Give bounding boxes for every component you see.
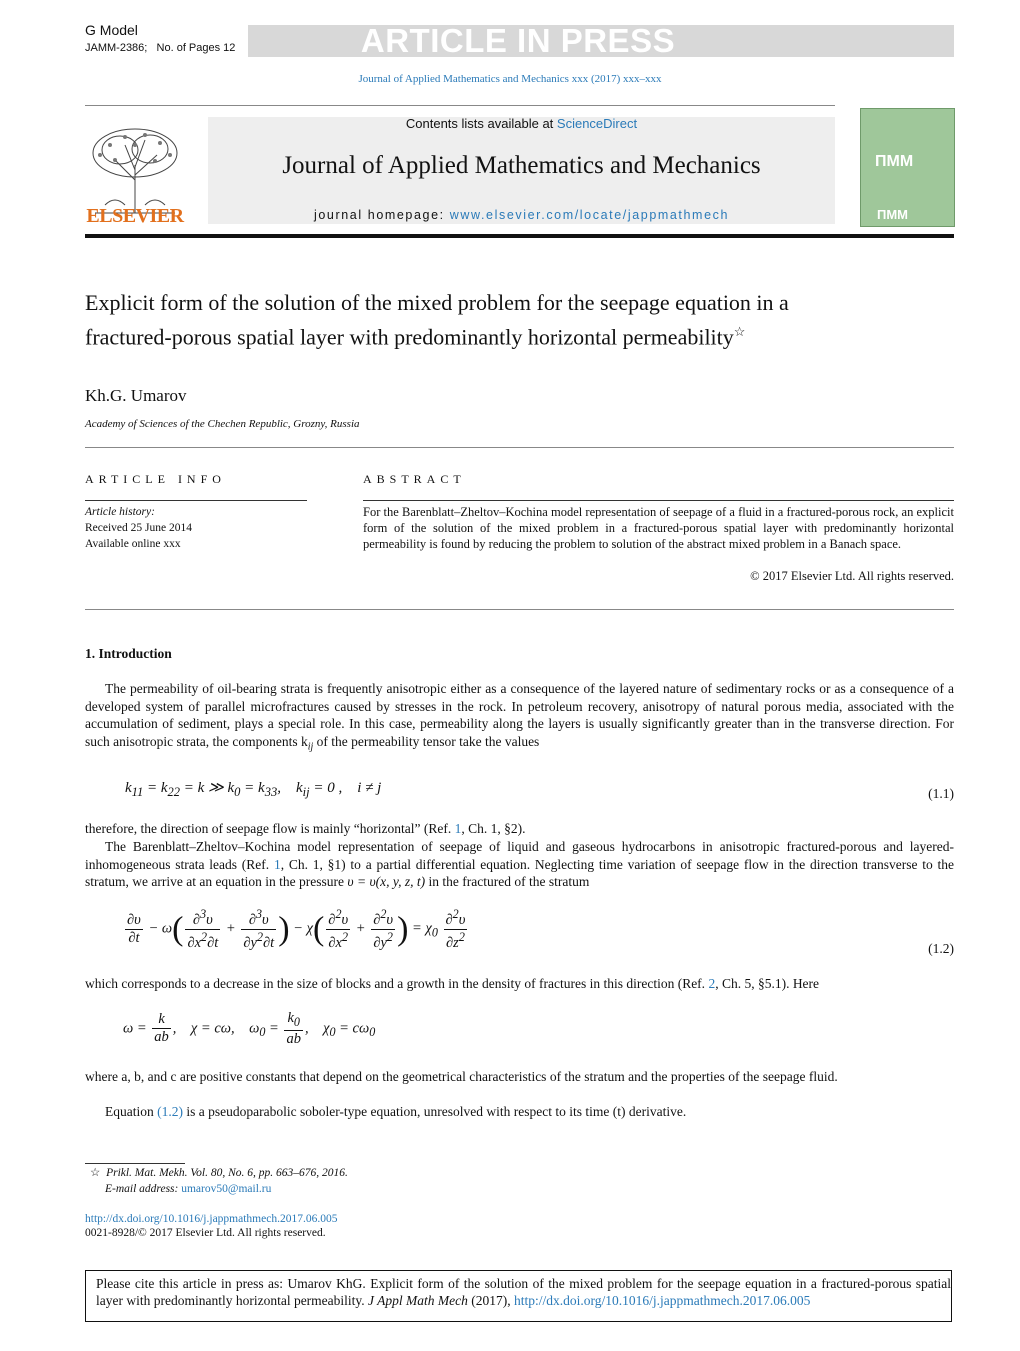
cover-logo: ПММ bbox=[875, 153, 914, 170]
paragraph-2-text: therefore, the direction of seepage flow is mainly “horizontal” (Ref. bbox=[85, 821, 455, 836]
journal-reference[interactable]: Journal of Applied Mathematics and Mechanics xxx (2017) xxx–xxx bbox=[358, 73, 662, 85]
title-footnote-star[interactable]: ☆ bbox=[733, 324, 746, 339]
citation-doi-link[interactable]: http://dx.doi.org/10.1016/j.jappmathmech.2017.06.005 bbox=[514, 1293, 811, 1308]
article-id: JAMM-2386; bbox=[85, 42, 148, 54]
paragraph-4-end: , Ch. 5, §5.1). Here bbox=[715, 976, 820, 991]
paragraph-6 bbox=[85, 1103, 954, 1121]
homepage-line bbox=[208, 208, 835, 222]
masthead-rule bbox=[85, 234, 954, 238]
reference-link-1b[interactable]: 1 bbox=[273, 856, 281, 872]
article-title bbox=[85, 288, 865, 351]
footnote-1-text: Prikl. Mat. Mekh. Vol. 80, No. 6, pp. 663–676, 2016. bbox=[106, 1167, 348, 1179]
divider bbox=[85, 500, 307, 501]
sciencedirect-link[interactable]: ScienceDirect bbox=[556, 116, 638, 131]
paragraph-1 bbox=[85, 680, 954, 756]
section-heading-introduction: 1. Introduction bbox=[85, 646, 172, 661]
reference-link-2[interactable]: 2 bbox=[708, 976, 716, 991]
journal-cover-thumbnail[interactable] bbox=[860, 108, 955, 227]
received-date: Received 25 June 2014 bbox=[85, 522, 192, 534]
equation-number-1-2: (1.2) bbox=[928, 941, 954, 956]
divider bbox=[85, 447, 954, 448]
contents-prefix: Contents lists available at bbox=[405, 116, 557, 131]
citation-year: (2017), bbox=[467, 1293, 515, 1308]
equation-definitions: ω = $\frac{k}{ab}$ , χ = cω, $\omega_0$ = $\frac{k_0}{ab}$ , $\chi_0 = c\omega_0$ bbox=[123, 1010, 376, 1047]
online-date: Available online xxx bbox=[85, 538, 181, 550]
citation-text: Please cite this article in press as: Umarov KhG. Explicit form of the solution of the mixed problem for the seepage equation in a fractured-porous spatial layer with predominantly horizontal permeability. bbox=[96, 1276, 951, 1308]
paragraph-1-text: The permeability of oil-bearing strata is frequently anisotropic either as a consequence of the layered nature of sedimentary rocks or as a consequence of a developed system of parallel microfractures caused by stresses in the rock. In petroleum recovery, anisotropy of natural porous media, associated with the accumulation of sediment, plays a special role. In this case, permeability along the layers is usually significantly greater than in the transverse direction. For such anisotropic strata, the components k bbox=[85, 681, 954, 749]
abstract-heading: ABSTRACT bbox=[363, 472, 466, 486]
paragraph-3-end: in the fractured of the stratum bbox=[425, 874, 590, 889]
author-affiliation: Academy of Sciences of the Chechen Republic, Grozny, Russia bbox=[85, 418, 360, 430]
article-in-press-text: ARTICLE IN PRESS bbox=[360, 22, 676, 59]
history-label: Article history: bbox=[85, 506, 155, 518]
g-model-label: G Model bbox=[85, 22, 138, 38]
page-count: No. of Pages 12 bbox=[156, 42, 236, 54]
abstract-copyright: © 2017 Elsevier Ltd. All rights reserved. bbox=[750, 569, 954, 583]
paragraph-2 bbox=[85, 820, 954, 838]
article-title-text: Explicit form of the solution of the mixed problem for the seepage equation in a fractured-porous spatial layer with predominantly horizontal permeability bbox=[85, 290, 789, 350]
paragraph-6-end: is a pseudoparabolic soboler-type equation, unresolved with respect to its time (t) derivative. bbox=[183, 1104, 687, 1119]
footnote-1 bbox=[90, 1166, 348, 1181]
journal-title: Journal of Applied Mathematics and Mechanics bbox=[282, 152, 761, 179]
paragraph-5: where a, b, and c are positive constants that depend on the geometrical characteristics of the stratum and the properties of the seepage fluid. bbox=[85, 1069, 838, 1084]
footnote-rule bbox=[85, 1163, 185, 1164]
paragraph-6-text: Equation bbox=[105, 1104, 158, 1119]
author-name[interactable]: Kh.G. Umarov bbox=[85, 386, 187, 405]
email-line bbox=[105, 1182, 271, 1197]
footnote-star: ☆ bbox=[90, 1167, 101, 1179]
citation-box bbox=[85, 1270, 952, 1322]
paragraph-1-subscript: ij bbox=[307, 741, 314, 753]
cover-bottom-mark: ПММ bbox=[877, 207, 909, 222]
homepage-prefix: journal homepage: bbox=[313, 208, 450, 222]
email-label: E-mail address: bbox=[105, 1183, 182, 1195]
paragraph-3-text: The Barenblatt–Zheltov–Kochina model representation of seepage of liquid and gaseous hydrocarbons in anisotropic fractured-porous and layered-inhomogeneous strata leads (Ref. bbox=[85, 839, 954, 872]
paragraph-4 bbox=[85, 975, 954, 993]
paragraph-3 bbox=[85, 838, 954, 891]
article-id-line bbox=[85, 42, 235, 54]
paragraph-3-middle: , Ch. 1, §1) to a partial differential equation. Neglecting time variation of seepage flow in the direction transverse to the stratum, we arrive at an equation in the pressure bbox=[85, 856, 954, 889]
equation-1-2: $\frac{\partial\upsilon}{\partial t}$ − ω( $\frac{\partial^3\upsilon}{\partial x^2\partial t}$ + $\frac{\partial^3\upsilon}{\partial y^2\partial t}$ ) − χ( $\frac{\partial^2\upsilon}{\partial x^2}$ + $\frac{\partial^2\upsilon}{\partial y^2}$ ) = $\chi_0$ $\frac{\partial^2\upsilon}{\partial z^2}$ bbox=[127, 907, 466, 951]
paragraph-4-text: which corresponds to a decrease in the size of blocks and a growth in the density of fractures in this direction (Ref. bbox=[85, 976, 709, 991]
elsevier-wordmark: ELSEVIER bbox=[86, 205, 184, 227]
divider bbox=[363, 500, 954, 501]
abstract-text: For the Barenblatt–Zheltov–Kochina model representation of seepage of a fluid in a fractured-porous rock, an explicit form of the solution of the mixed problem in a fractured-porous spatial layer with predominantly horizontal permeability is found by reducing the problem to solution of the abstract mixed problem in a Banach space. bbox=[363, 505, 954, 551]
pressure-expression: υ = υ(x, y, z, t) bbox=[347, 874, 426, 889]
issn-line: 0021-8928/© 2017 Elsevier Ltd. All rights reserved. bbox=[85, 1227, 326, 1239]
equation-1-1: $k_{11} = k_{22} = k$ ≫ $k_0 = k_{33}$, $k_{ij} = 0$ , i ≠ j bbox=[125, 780, 382, 799]
paragraph-2-end: , Ch. 1, §2). bbox=[461, 821, 526, 836]
equation-link-1-2[interactable]: (1.2) bbox=[157, 1104, 183, 1119]
paragraph-1-end: of the permeability tensor take the values bbox=[313, 733, 540, 749]
doi-link[interactable]: http://dx.doi.org/10.1016/j.jappmathmech.2017.06.005 bbox=[85, 1213, 338, 1225]
divider bbox=[85, 105, 835, 106]
homepage-link[interactable]: www.elsevier.com/locate/jappmathmech bbox=[449, 208, 730, 222]
article-info-heading: ARTICLE INFO bbox=[85, 472, 226, 486]
email-link[interactable]: umarov50@mail.ru bbox=[181, 1183, 272, 1195]
equation-number-1-1: (1.1) bbox=[928, 786, 954, 801]
contents-line bbox=[208, 116, 835, 131]
reference-link-1[interactable]: 1 bbox=[454, 821, 462, 836]
citation-journal: J Appl Math Mech bbox=[368, 1293, 468, 1308]
article-history bbox=[85, 504, 192, 552]
divider bbox=[85, 609, 954, 610]
